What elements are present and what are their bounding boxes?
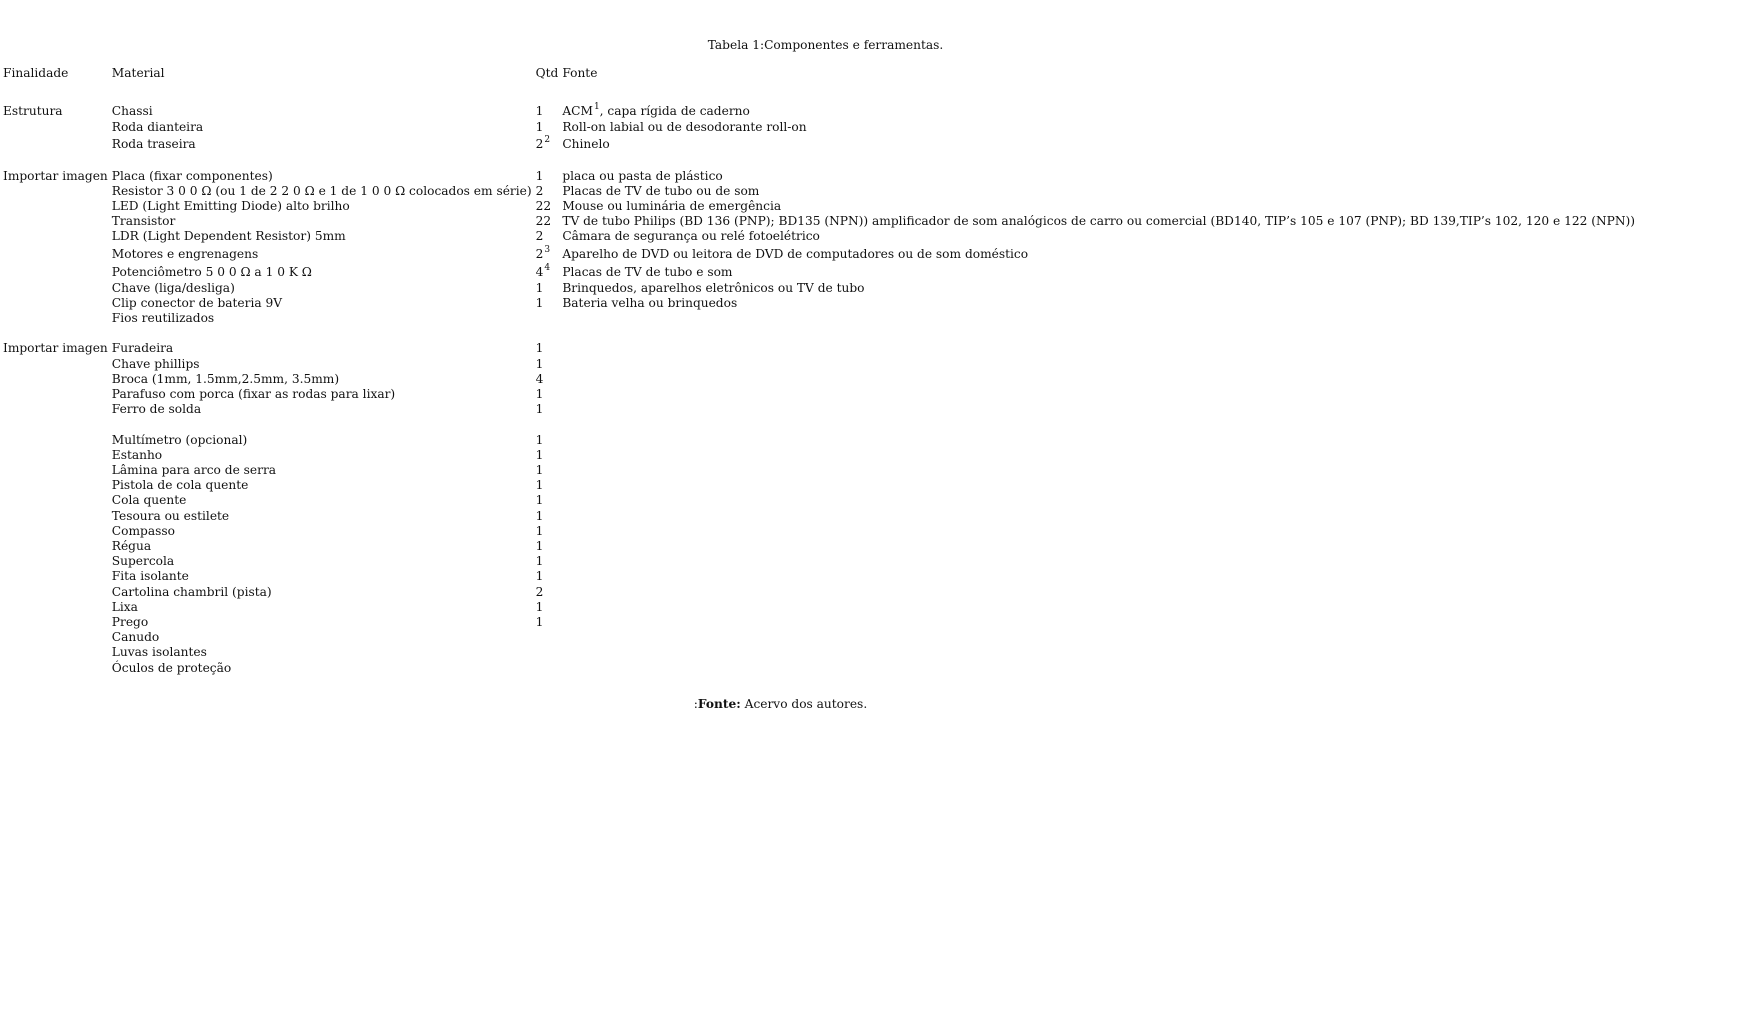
qty-cell: [534, 630, 561, 645]
table-caption: [0, 38, 1756, 52]
qty-cell: [534, 478, 561, 493]
material-cell: Régua: [111, 539, 152, 554]
material-cell: LED (Light Emitting Diode) alto brilho: [111, 198, 350, 213]
source-cell: [560, 296, 1637, 311]
table-row: [1, 615, 1637, 630]
purpose-cell: [1, 402, 110, 417]
qty-cell: [534, 372, 561, 387]
purpose-cell: [1, 199, 110, 214]
qty-value: 1: [535, 447, 544, 462]
qty-cell: [534, 357, 561, 372]
material-cell: Roda traseira: [111, 137, 196, 152]
purpose-cell: [1, 281, 110, 296]
material-cell: Chave (liga/desliga): [111, 280, 235, 295]
table-row: [1, 229, 1637, 244]
source-cell: [560, 509, 1637, 524]
material-cell: Potenciômetro 5 0 0 Ω a 1 0 K Ω: [111, 264, 312, 279]
header-qty: Qtd: [535, 66, 559, 80]
table-row: [1, 478, 1637, 493]
qty-value: 22: [535, 198, 552, 213]
source-cell: [560, 433, 1637, 448]
qty-cell: [534, 600, 561, 615]
material-cell: Transistor: [111, 214, 176, 229]
qty-value: 22: [535, 214, 552, 229]
source-cell: [560, 402, 1637, 417]
qty-value: 1: [535, 539, 544, 554]
table-row: [1, 630, 1637, 645]
material-cell: Supercola: [111, 554, 175, 569]
table-row: [1, 387, 1637, 402]
table-row: [1, 263, 1637, 281]
spacer-cell: [534, 87, 561, 102]
source-value: placa ou pasta de plástico: [562, 168, 723, 183]
header-material: Material: [111, 66, 165, 80]
purpose-cell: [1, 478, 110, 493]
qty-value: 1: [535, 478, 544, 493]
qty-value: 1: [535, 168, 544, 183]
purpose-cell: [1, 296, 110, 311]
source-footnote-marker: 1: [593, 102, 600, 113]
qty-cell: [534, 311, 561, 326]
spacer-cell: [534, 153, 561, 168]
qty-cell: [534, 296, 561, 311]
source-cell: [560, 539, 1637, 554]
table-row: [1, 199, 1637, 214]
spacer-cell: [110, 417, 534, 432]
table-row: [1, 524, 1637, 539]
source-cell: [560, 615, 1637, 630]
material-cell: LDR (Light Dependent Resistor) 5mm: [111, 229, 346, 244]
table-row: [1, 120, 1637, 135]
material-cell: Óculos de proteção: [111, 660, 232, 675]
material-cell: Roda dianteira: [111, 120, 204, 135]
qty-value: 2: [535, 246, 544, 261]
qty-value: 1: [535, 508, 544, 523]
purpose-cell: [1, 311, 110, 326]
material-cell: Resistor 3 0 0 Ω (ou 1 de 2 2 0 Ω e 1 de 1 0 0 Ω colocados em série): [111, 183, 532, 198]
purpose-cell: [1, 433, 110, 448]
purpose-cell: [1, 630, 110, 645]
table-spacer-row: [1, 153, 1637, 168]
qty-cell: [534, 509, 561, 524]
table-row: [1, 645, 1637, 660]
table-spacer-row: [1, 417, 1637, 432]
source-value-rest: , capa rígida de caderno: [599, 104, 750, 119]
table-row: [1, 463, 1637, 478]
source-cell: [560, 214, 1637, 229]
table-row: [1, 102, 1637, 120]
qty-value: 2: [535, 584, 544, 599]
table-row: [1, 281, 1637, 296]
table-body: [1, 87, 1637, 676]
table-row: [1, 372, 1637, 387]
table-row: [1, 539, 1637, 554]
qty-value: 1: [535, 463, 544, 477]
source-cell: [560, 493, 1637, 508]
material-cell: Multímetro (opcional): [111, 432, 248, 447]
spacer-cell: [560, 417, 1637, 432]
spacer-cell: [560, 326, 1637, 341]
material-cell: Ferro de solda: [111, 402, 202, 417]
material-cell: Motores e engrenagens: [111, 246, 259, 261]
qty-footnote-marker: 2: [544, 135, 551, 146]
qty-value: 1: [535, 615, 544, 630]
source-line: [0, 697, 1756, 711]
table-spacer-row: [1, 87, 1637, 102]
table-row: [1, 448, 1637, 463]
qty-cell: [534, 184, 561, 199]
qty-cell: [534, 463, 561, 478]
material-cell: Luvas isolantes: [111, 645, 207, 660]
table-row: [1, 493, 1637, 508]
source-cell: [560, 102, 1637, 120]
purpose-cell: [1, 372, 110, 387]
source-value: Mouse ou luminária de emergência: [562, 198, 782, 213]
purpose-cell: [1, 245, 110, 263]
source-value: Brinquedos, aparelhos eletrônicos ou TV de tubo: [562, 280, 865, 295]
source-cell: [560, 120, 1637, 135]
purpose-cell: Importar imagen: [3, 341, 108, 356]
purpose-cell: [1, 357, 110, 372]
source-cell: [560, 229, 1637, 244]
table-row: [1, 214, 1637, 229]
material-cell: Parafuso com porca (fixar as rodas para lixar): [111, 387, 396, 401]
source-cell: [560, 184, 1637, 199]
material-cell: Tesoura ou estilete: [111, 508, 230, 523]
qty-value: 1: [535, 341, 544, 356]
purpose-cell: [1, 615, 110, 630]
qty-cell: [534, 493, 561, 508]
purpose-cell: Estrutura: [3, 104, 63, 119]
source-value: ACM: [562, 104, 593, 119]
source-cell: [560, 478, 1637, 493]
table-row: [1, 433, 1637, 448]
spacer-cell: [1, 87, 110, 102]
source-cell: [560, 281, 1637, 296]
qty-cell: [534, 214, 561, 229]
qty-cell: [534, 448, 561, 463]
qty-cell: [534, 169, 561, 184]
purpose-cell: [1, 585, 110, 600]
material-cell: Lixa: [111, 599, 138, 614]
qty-cell: [534, 281, 561, 296]
qty-cell: [534, 102, 561, 120]
qty-cell: [534, 199, 561, 214]
table-caption-text: Tabela 1:Componentes e ferramentas.: [707, 38, 944, 52]
purpose-cell: [1, 184, 110, 199]
qty-cell: [534, 569, 561, 584]
material-cell: Fios reutilizados: [111, 311, 215, 325]
table-row: [1, 661, 1637, 676]
purpose-cell: [1, 600, 110, 615]
source-value: Roll-on labial ou de desodorante roll-on: [562, 120, 807, 135]
qty-cell: [534, 554, 561, 569]
purpose-cell: [1, 448, 110, 463]
table-row: [1, 169, 1637, 184]
source-label: Fonte:: [697, 697, 741, 711]
material-cell: Fita isolante: [111, 569, 189, 584]
qty-cell: [534, 402, 561, 417]
source-text: Acervo dos autores.: [740, 697, 868, 711]
table-row: [1, 600, 1637, 615]
qty-value: 1: [535, 280, 544, 295]
purpose-cell: [1, 263, 110, 281]
table-row: [1, 585, 1637, 600]
source-value: Câmara de segurança ou relé fotoelétrico: [562, 229, 820, 244]
source-cell: [560, 661, 1637, 676]
qty-cell: [534, 120, 561, 135]
material-cell: Estanho: [111, 447, 163, 462]
table-row: [1, 245, 1637, 263]
table-row: [1, 341, 1637, 356]
table-row: [1, 135, 1637, 153]
purpose-cell: [1, 539, 110, 554]
source-cell: [560, 357, 1637, 372]
qty-cell: [534, 615, 561, 630]
qty-value: 1: [535, 599, 544, 614]
qty-cell: [534, 341, 561, 356]
qty-cell: [534, 539, 561, 554]
qty-value: 1: [535, 432, 544, 447]
source-cell: [560, 372, 1637, 387]
material-cell: Furadeira: [111, 341, 174, 356]
qty-value: 1: [535, 356, 544, 371]
material-cell: Canudo: [111, 630, 160, 645]
source-cell: [560, 199, 1637, 214]
source-cell: [560, 585, 1637, 600]
source-value: Chinelo: [562, 137, 610, 152]
table-row: [1, 509, 1637, 524]
source-value: Aparelho de DVD ou leitora de DVD de computadores ou de som doméstico: [562, 246, 1029, 261]
qty-value: 1: [535, 104, 544, 119]
source-prefix: :: [693, 697, 698, 711]
spacer-cell: [110, 326, 534, 341]
source-value: Bateria velha ou brinquedos: [562, 295, 738, 310]
qty-cell: [534, 263, 561, 281]
spacer-cell: [1, 153, 110, 168]
table-header-row: [1, 66, 1637, 87]
purpose-cell: [1, 509, 110, 524]
purpose-cell: [1, 387, 110, 402]
qty-value: 4: [535, 264, 544, 279]
source-cell: [560, 569, 1637, 584]
qty-value: 1: [535, 493, 544, 508]
source-cell: [560, 341, 1637, 356]
qty-cell: [534, 135, 561, 153]
source-cell: [560, 463, 1637, 478]
qty-cell: [534, 387, 561, 402]
material-cell: Cartolina chambril (pista): [111, 584, 272, 599]
qty-cell: [534, 585, 561, 600]
material-cell: Placa (fixar componentes): [111, 168, 273, 183]
material-cell: Clip conector de bateria 9V: [111, 295, 283, 310]
source-cell: [560, 448, 1637, 463]
table-row: [1, 554, 1637, 569]
qty-cell: [534, 524, 561, 539]
qty-value: 2: [535, 183, 544, 198]
table-row: [1, 569, 1637, 584]
purpose-cell: [1, 120, 110, 135]
material-cell: Cola quente: [111, 493, 187, 508]
spacer-cell: [110, 153, 534, 168]
qty-footnote-marker: 3: [544, 244, 551, 255]
qty-value: 1: [535, 387, 544, 401]
purpose-cell: [1, 214, 110, 229]
source-cell: [560, 630, 1637, 645]
material-cell: Prego: [111, 615, 149, 630]
purpose-cell: [1, 493, 110, 508]
table-row: [1, 402, 1637, 417]
table-row: [1, 296, 1637, 311]
qty-cell: [534, 661, 561, 676]
material-cell: Chave phillips: [111, 356, 200, 371]
components-table: [1, 66, 1637, 676]
source-cell: [560, 245, 1637, 263]
source-cell: [560, 554, 1637, 569]
spacer-cell: [1, 417, 110, 432]
source-line-wrap: [694, 697, 867, 711]
qty-value: 4: [535, 371, 544, 386]
source-cell: [560, 169, 1637, 184]
table-row: [1, 357, 1637, 372]
purpose-cell: [1, 229, 110, 244]
spacer-cell: [1, 326, 110, 341]
material-cell: Chassi: [111, 104, 153, 119]
table-spacer-row: [1, 326, 1637, 341]
source-cell: [560, 311, 1637, 326]
purpose-cell: Importar imagen: [3, 168, 108, 183]
purpose-cell: [1, 463, 110, 478]
qty-cell: [534, 229, 561, 244]
source-value: Placas de TV de tubo e som: [562, 264, 733, 279]
source-cell: [560, 387, 1637, 402]
source-cell: [560, 135, 1637, 153]
purpose-cell: [1, 645, 110, 660]
spacer-cell: [560, 153, 1637, 168]
material-cell: Pistola de cola quente: [111, 478, 249, 493]
qty-value: 1: [535, 295, 544, 310]
table-row: [1, 184, 1637, 199]
purpose-cell: [1, 524, 110, 539]
qty-value: 1: [535, 120, 544, 135]
spacer-cell: [110, 87, 534, 102]
material-cell: Broca (1mm, 1.5mm,2.5mm, 3.5mm): [111, 371, 340, 386]
qty-cell: [534, 645, 561, 660]
qty-footnote-marker: 4: [544, 262, 551, 273]
purpose-cell: [1, 554, 110, 569]
spacer-cell: [534, 417, 561, 432]
purpose-cell: [1, 569, 110, 584]
purpose-cell: [1, 661, 110, 676]
source-cell: [560, 645, 1637, 660]
source-value: TV de tubo Philips (BD 136 (PNP); BD135 (NPN)) amplificador de som analógicos de carro ou comercial (BD140, TIP’s 105 e 107 (PNP); BD 139,TIP’s 102, 120 e 122 (NPN)): [562, 214, 1636, 229]
purpose-cell: [1, 135, 110, 153]
table-row: [1, 311, 1637, 326]
header-purpose: Finalidade: [3, 66, 69, 80]
source-cell: [560, 524, 1637, 539]
qty-value: 1: [535, 523, 544, 538]
source-value: Placas de TV de tubo ou de som: [562, 183, 760, 198]
spacer-cell: [560, 87, 1637, 102]
qty-value: 1: [535, 569, 544, 584]
source-cell: [560, 600, 1637, 615]
qty-value: 2: [535, 229, 544, 244]
header-source: Fonte: [562, 66, 598, 80]
qty-cell: [534, 245, 561, 263]
material-cell: Compasso: [111, 523, 175, 538]
spacer-cell: [534, 326, 561, 341]
source-cell: [560, 263, 1637, 281]
qty-value: 2: [535, 137, 544, 152]
qty-value: 1: [535, 554, 544, 569]
qty-cell: [534, 433, 561, 448]
material-cell: Lâmina para arco de serra: [111, 463, 277, 477]
qty-value: 1: [535, 402, 544, 417]
